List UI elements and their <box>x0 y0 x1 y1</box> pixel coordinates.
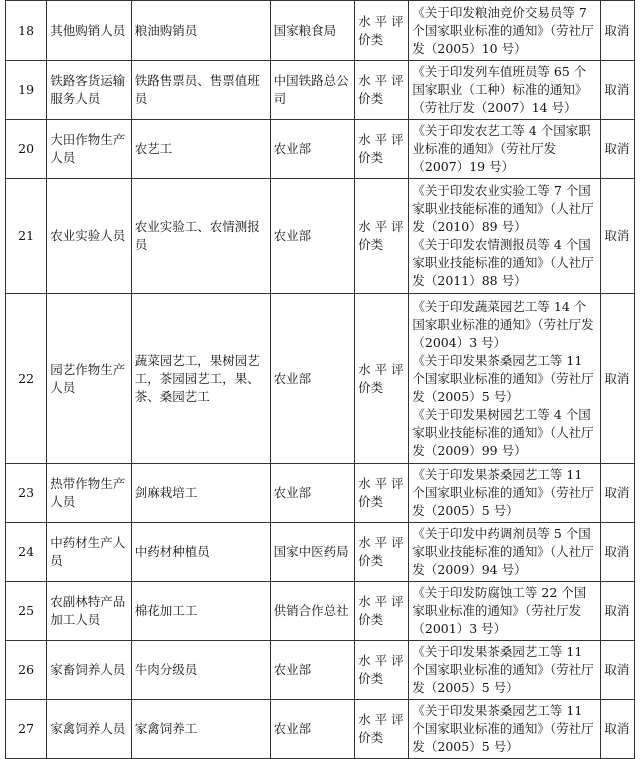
occupation-cell: 铁路售票员、售票值班员 <box>131 61 270 120</box>
department-cell: 国家中医药局 <box>270 523 355 582</box>
action-cell: 取消 <box>601 700 635 759</box>
reference-text: 《关于印发果茶桑园艺工等 11 个国家职业标准的通知》（劳社厅发（2005）5 号） <box>412 703 594 754</box>
row-number: 20 <box>6 120 47 179</box>
action-cell: 取消 <box>601 179 635 294</box>
reference-text: 《关于印发中药调剂员等 5 个国家职业技能标准的通知》（人社厅发（2009）94 号） <box>412 526 594 577</box>
evaluation-type-cell: 水 平 评 价类 <box>355 294 409 464</box>
table-row <box>6 464 635 523</box>
evaluation-type-cell: 水 平 评 价类 <box>355 582 409 641</box>
reference-cell <box>409 582 601 641</box>
reference-text: 《关于印发粮油竞价交易员等 7 个国家职业标准的通知》（劳社厅发（2005）10 号） <box>412 4 594 56</box>
table-row <box>6 1 635 61</box>
row-number: 18 <box>6 1 47 61</box>
reference-cell <box>409 1 601 61</box>
table-row <box>6 700 635 759</box>
reference-text: 《关于印发果茶桑园艺工等 11 个国家职业标准的通知》（劳社厅发（2005）5 号） <box>412 467 594 518</box>
reference-text: 《关于印发列车值班员等 65 个国家职业（工种）标准的通知》（劳社厅发（2007）14 号） <box>412 64 588 115</box>
evaluation-type-cell: 水 平 评 价类 <box>355 464 409 523</box>
table-row <box>6 179 635 294</box>
department-cell: 国家粮食局 <box>270 1 355 61</box>
category-cell: 家畜饲养人员 <box>47 641 132 700</box>
table-row <box>6 294 635 464</box>
occupation-cell: 牛肉分级员 <box>131 641 270 700</box>
department-cell: 农业部 <box>270 700 355 759</box>
reference-cell <box>409 641 601 700</box>
reference-text: 《关于印发果茶桑园艺工等 11 个国家职业标准的通知》（劳社厅发（2005）5 号） <box>412 644 594 695</box>
action-cell: 取消 <box>601 582 635 641</box>
evaluation-type-cell: 水 平 评 价类 <box>355 523 409 582</box>
department-cell: 农业部 <box>270 120 355 179</box>
row-number: 19 <box>6 61 47 120</box>
row-number: 25 <box>6 582 47 641</box>
category-cell: 中药材生产人员 <box>47 523 132 582</box>
category-cell: 园艺作物生产人员 <box>47 294 132 464</box>
category-cell: 家禽饲养人员 <box>47 700 132 759</box>
row-number: 23 <box>6 464 47 523</box>
reference-cell <box>409 61 601 120</box>
reference-cell <box>409 523 601 582</box>
action-cell: 取消 <box>601 641 635 700</box>
occupation-cell: 粮油购销员 <box>131 1 270 61</box>
evaluation-type-cell: 水 平 评 价类 <box>355 1 409 61</box>
category-cell: 农业实验人员 <box>47 179 132 294</box>
action-cell: 取消 <box>601 61 635 120</box>
department-cell: 农业部 <box>270 641 355 700</box>
reference-cell <box>409 464 601 523</box>
reference-text: 《关于印发农情测报员等 4 个国家职业技能标准的通知》（人社厅发（2011）88 号） <box>412 237 594 288</box>
evaluation-type-cell: 水 平 评 价类 <box>355 179 409 294</box>
action-cell: 取消 <box>601 120 635 179</box>
table-row <box>6 61 635 120</box>
department-cell: 农业部 <box>270 294 355 464</box>
reference-cell <box>409 294 601 464</box>
table-body <box>6 1 635 759</box>
occupation-cell: 农艺工 <box>131 120 270 179</box>
department-cell: 农业部 <box>270 179 355 294</box>
category-cell: 大田作物生产人员 <box>47 120 132 179</box>
table-row <box>6 641 635 700</box>
table-row <box>6 582 635 641</box>
evaluation-type-cell: 水 平 评 价类 <box>355 700 409 759</box>
reference-text: 《关于印发果茶桑园艺工等 11 个国家职业标准的通知》（劳社厅发（2005）5 号） <box>412 352 594 404</box>
category-cell: 其他购销人员 <box>47 1 132 61</box>
reference-text: 《关于印发蔬菜园艺工等 14 个国家职业标准的通知》（劳社厅发（2004）3 号） <box>412 298 594 350</box>
category-cell: 热带作物生产人员 <box>47 464 132 523</box>
evaluation-type-cell: 水 平 评 价类 <box>355 120 409 179</box>
department-cell: 农业部 <box>270 464 355 523</box>
department-cell: 中国铁路总公司 <box>270 61 355 120</box>
category-cell: 农副林特产品加工人员 <box>47 582 132 641</box>
reference-text: 《关于印发防腐蚀工等 22 个国家职业标准的通知》（劳社厅发（2001）3 号） <box>412 585 587 636</box>
reference-cell <box>409 179 601 294</box>
row-number: 24 <box>6 523 47 582</box>
reference-text: 《关于印发果树园艺工等 4 个国家职业技能标准的通知》（人社厅发（2009）99 号） <box>412 406 594 458</box>
evaluation-type-cell: 水 平 评 价类 <box>355 61 409 120</box>
table-row <box>6 523 635 582</box>
reference-cell <box>409 700 601 759</box>
occupation-cell: 家禽饲养工 <box>131 700 270 759</box>
row-number: 22 <box>6 294 47 464</box>
action-cell: 取消 <box>601 523 635 582</box>
occupation-cell: 蔬菜园艺工，果树园艺工，茶园园艺工，果、茶、桑园艺工 <box>131 294 270 464</box>
occupation-cell: 剑麻栽培工 <box>131 464 270 523</box>
action-cell: 取消 <box>601 464 635 523</box>
occupation-cell: 中药材种植员 <box>131 523 270 582</box>
occupation-cell: 棉花加工工 <box>131 582 270 641</box>
action-cell: 取消 <box>601 1 635 61</box>
reference-text: 《关于印发农业实验工等 7 个国家职业技能标准的通知》（人社厅发（2010）89 号） <box>412 183 594 234</box>
evaluation-type-cell: 水 平 评 价类 <box>355 641 409 700</box>
table-row <box>6 120 635 179</box>
action-cell: 取消 <box>601 294 635 464</box>
row-number: 26 <box>6 641 47 700</box>
reference-text: 《关于印发农艺工等 4 个国家职业标准的通知》（劳社厅发（2007）19 号） <box>412 123 591 174</box>
occupation-table <box>5 0 635 759</box>
row-number: 27 <box>6 700 47 759</box>
occupation-cell: 农业实验工、农情测报员 <box>131 179 270 294</box>
row-number: 21 <box>6 179 47 294</box>
category-cell: 铁路客货运输服务人员 <box>47 61 132 120</box>
reference-cell <box>409 120 601 179</box>
department-cell: 供销合作总社 <box>270 582 355 641</box>
